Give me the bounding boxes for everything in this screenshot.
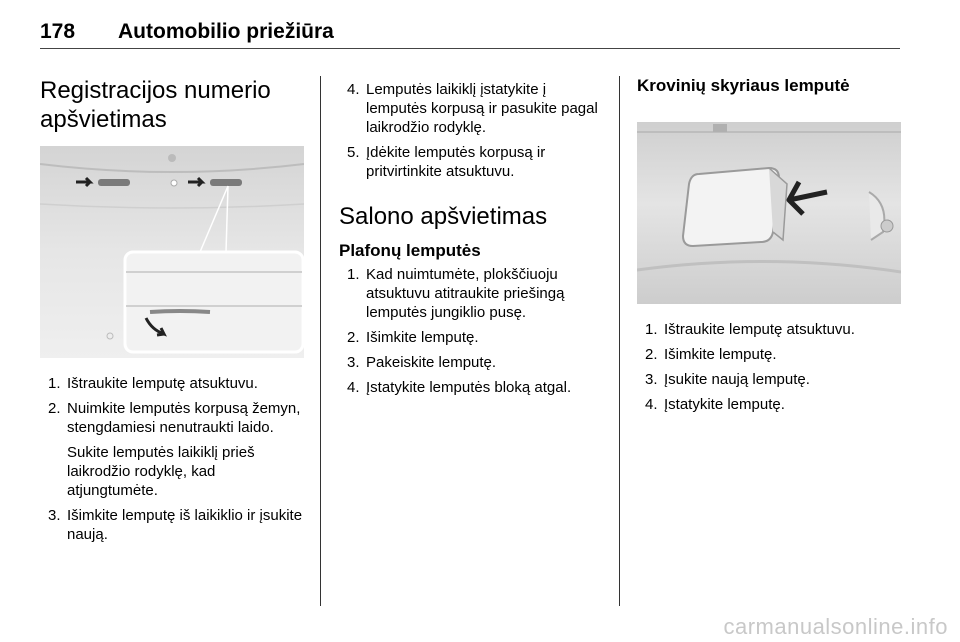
page-number: 178 — [40, 20, 76, 43]
steps-ceiling-lamps — [339, 265, 601, 397]
column-cargo-lamp — [637, 62, 901, 420]
cargo-lamp-illustration — [637, 122, 901, 304]
list-item: 4. Lemputės laikiklį įstatykite į lemputės korpusą ir pasukite pagal laikrodžio rodyklę. — [347, 81, 598, 136]
page-header — [40, 18, 900, 49]
section-title-interior: Salono apšvietimas — [339, 203, 548, 230]
steps-license-plate — [40, 374, 304, 544]
section-title-cargo-lamp: Krovinių skyriaus lemputė — [637, 76, 850, 95]
column-divider — [619, 76, 620, 606]
list-item: 4. Įstatykite lemputės bloką atgal. — [347, 379, 572, 396]
column-interior-lighting — [339, 80, 601, 403]
step-note: Sukite lemputės laikiklį prieš laikrodžio rodyklę, kad atjungtumėte. — [67, 444, 255, 499]
list-item: 3. Įsukite naują lemputę. — [645, 371, 810, 388]
list-item: 4. Įstatykite lemputę. — [645, 396, 785, 413]
list-item: 2. Išimkite lemputę. — [645, 346, 777, 363]
list-item: 3. Išimkite lemputę iš laikiklio ir įsukite naują. — [48, 507, 303, 543]
license-plate-light-illustration — [40, 146, 304, 358]
list-item: 2. Išimkite lemputę. — [347, 329, 479, 346]
list-item: 1. Ištraukite lemputę atsuktuvu. — [645, 321, 855, 338]
section-title-license-plate: Registracijos numerio apšvietimas — [40, 77, 271, 133]
watermark: carmanualsonline.info — [723, 614, 948, 639]
steps-license-plate-continued — [339, 80, 601, 181]
list-item: 5. Įdėkite lemputės korpusą ir pritvirtinkite atsuktuvu. — [347, 144, 546, 180]
column-divider — [320, 76, 321, 606]
list-item: 2. Nuimkite lemputės korpusą žemyn, stengdamiesi nenutraukti laido. Sukite lemputės laikiklį prieš laikrodžio rodyklę, kad atjungtumėte. — [40, 399, 304, 500]
steps-cargo-lamp — [637, 320, 901, 414]
list-item: 3. Pakeiskite lemputę. — [347, 354, 497, 371]
running-title: Automobilio priežiūra — [118, 20, 334, 43]
list-item: 1. Kad nuimtumėte, plokščiuoju atsuktuvu atitraukite priešingą lemputės jungiklio pusę. — [347, 266, 565, 321]
column-license-plate-light — [40, 62, 304, 550]
list-item: 1. Ištraukite lemputę atsuktuvu. — [48, 375, 258, 392]
subsection-title-ceiling-lamps: Plafonų lemputės — [339, 241, 481, 260]
